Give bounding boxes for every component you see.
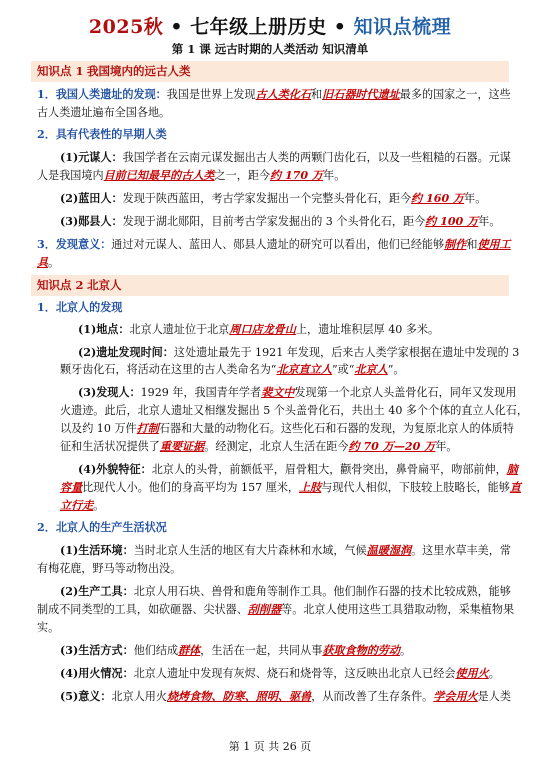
title-bullet: •: [326, 16, 354, 38]
keyword: 旧石器时代遗址: [322, 88, 400, 101]
paragraph-line: 实。: [37, 621, 60, 634]
knowledge-point-number: 知识点 1: [37, 64, 84, 78]
keyword: 使用工: [477, 238, 511, 251]
item-label: (5)意义：: [60, 690, 112, 703]
keyword: 上肢: [299, 481, 322, 494]
keyword: 立行走: [60, 499, 94, 512]
keyword: 脑: [506, 463, 518, 476]
paragraph-line: (2)生产工具：北京人用石块、兽骨和鹿角等制作工具。他们制作石器的技术比较成熟，能够: [60, 585, 511, 598]
keyword: 烧烤食物、防寒、照明、驱兽: [166, 690, 312, 703]
item-label: (3)生活方式：: [60, 644, 134, 657]
paragraph-line: 立行走。: [60, 499, 105, 512]
keyword: 约 170 万: [270, 169, 324, 182]
keyword: 裴文中: [261, 386, 295, 399]
knowledge-point-title: 北京人: [87, 278, 122, 292]
knowledge-point-number: 知识点 2: [37, 278, 84, 292]
item-label: (1)地点：: [78, 323, 130, 336]
paragraph-line: 征和生活状况提供了重要证据。经测定，北京人生活在距今约 70 万—20 万年。: [60, 440, 458, 453]
keyword: 重要证据: [159, 440, 205, 453]
knowledge-point-2-header: [31, 275, 509, 296]
paragraph-line: 人是我国境内目前已知最早的古人类之一，距今约 170 万年。: [37, 169, 346, 182]
keyword: 制作: [444, 238, 467, 251]
paragraph-line: 具。: [37, 256, 60, 269]
item-label: (3)发现人：: [78, 386, 141, 399]
paragraph-line: 1．我国人类遗址的发现：我国是世界上发现古人类化石和旧石器时代遗址最多的国家之一，这些: [37, 88, 511, 101]
paragraph-line: (1)地点：北京人遗址位于北京周口店龙骨山上，遗址堆积层厚 40 多米。: [78, 323, 440, 336]
keyword: 获取食物的劳动: [322, 644, 400, 657]
paragraph-line: (4)外貌特征：北京人的头骨，前额低平，眉骨粗大，颧骨突出，鼻骨扁平，吻部前伸，脑: [78, 463, 518, 476]
section-heading: 1．我国人类遗址的发现：: [37, 88, 167, 101]
keyword: 古人类化石: [255, 88, 312, 101]
paragraph-line: 颗牙齿化石，将活动在这里的古人类命名为“北京直立人”或“北京人”。: [60, 363, 405, 376]
item-label: (2)生产工具：: [60, 585, 134, 598]
keyword: 直: [509, 481, 521, 494]
title-topic: 知识点梳理: [353, 16, 452, 38]
keyword: 容量: [60, 481, 83, 494]
paragraph-line: 以及约 10 万件打制石器和大量的动物化石。这些化石和石器的发现，为复原北京人的体质特: [60, 422, 514, 435]
paragraph-line: (3)发现人：1929 年，我国青年学者裴文中发现第一个北京人头盖骨化石，同年又发现用: [78, 386, 517, 399]
section-heading: 3．发现意义：: [37, 238, 112, 251]
paragraph-line: 制成不同类型的工具，如砍砸器、尖状器、刮削器等。北京人使用这些工具猎取动物，采集植物果: [37, 603, 515, 616]
title-season: 2025秋: [88, 16, 164, 38]
keyword: 具: [37, 256, 49, 269]
knowledge-point-1-header: [31, 61, 509, 82]
keyword: 北京直立人: [276, 363, 332, 376]
paragraph-line: 3．发现意义：通过对元谋人、蓝田人、郧县人遗址的研究可以看出，他们已经能够制作和使用工: [37, 238, 511, 251]
title-bullet: •: [163, 16, 191, 38]
paragraph-line: (4)用火情况：北京人遗址中发现有灰烬、烧石和烧骨等，这反映出北京人已经会使用火。: [60, 667, 500, 680]
lesson-title: 第 1 课 远古时期的人类活动 知识清单: [171, 42, 369, 56]
page-title: [0, 12, 540, 39]
paragraph-line: 有梅花鹿，野马等动物出没。: [37, 562, 182, 575]
paragraph-line: 古人类遗址遍布全国各地。: [37, 106, 171, 119]
item-label: (4)外貌特征：: [78, 463, 152, 476]
keyword: 群体: [178, 644, 201, 657]
keyword: 周口店龙骨山: [229, 323, 296, 336]
keyword: 北京人: [354, 363, 388, 376]
keyword: 打制: [136, 422, 159, 435]
keyword: 学会用火: [433, 690, 478, 703]
section-heading: 2．北京人的生产生活状况: [37, 521, 167, 534]
paragraph-line: 容量比现代人小。他们的身高平均为 157 厘米，上肢与现代人相似，下肢较上肢略长，能够直: [60, 481, 521, 494]
paragraph-line: 火遗迹。此后，北京人遗址又相继发掘出 5 个头盖骨化石，共出土 40 多个个体的直立人化石，: [60, 404, 528, 417]
keyword: 刮削器: [247, 603, 282, 616]
title-subject: 七年级上册历史: [190, 16, 327, 38]
keyword: 约 160 万: [411, 192, 465, 205]
knowledge-point-title: 我国境内的远古人类: [87, 64, 191, 78]
keyword: 约 100 万: [425, 215, 479, 228]
section-heading: 1．北京人的发现: [37, 301, 123, 314]
keyword: 温暖湿润: [366, 544, 412, 557]
paragraph-line: (5)意义：北京人用火烧烤食物、防寒、照明、驱兽，从而改善了生存条件。学会用火是人类: [60, 690, 511, 703]
keyword: 使用火: [455, 667, 489, 680]
item-label: (4)用火情况：: [60, 667, 134, 680]
paragraph-line: (1)元谋人：我国学者在云南元谋发掘出古人类的两颗门齿化石，以及一些粗糙的石器。元谋: [60, 151, 511, 164]
item-label: (1)生活环境：: [60, 544, 134, 557]
item-label: (3)郧县人：: [60, 215, 123, 228]
paragraph-line: (3)生活方式：他们结成群体，生活在一起，共同从事获取食物的劳动。: [60, 644, 412, 657]
paragraph-line: (2)蓝田人：发现于陕西蓝田，考古学家发掘出一个完整头骨化石，距今约 160 万年。: [60, 192, 487, 205]
keyword: 约 70 万—20 万: [348, 440, 436, 453]
item-label: (2)蓝田人：: [60, 192, 123, 205]
keyword: 目前已知最早的古人类: [103, 169, 215, 182]
paragraph-line: (1)生活环境：当时北京人生活的地区有大片森林和水域，气候温暖湿润。这里水草丰美，常: [60, 544, 511, 557]
item-label: (2)遗址发现时间：: [78, 346, 174, 359]
section-heading: 2．具有代表性的早期人类: [37, 128, 167, 141]
page-footer: 第 1 页 共 26 页: [228, 740, 312, 753]
item-label: (1)元谋人：: [60, 151, 123, 164]
paragraph-line: (2)遗址发现时间：这处遗址最先于 1921 年发现，后来古人类学家根据在遗址中发现的 3: [78, 346, 520, 359]
paragraph-line: (3)郧县人：发现于湖北郧阳，目前考古学家发掘出的 3 个头骨化石，距今约 100 万年。: [60, 215, 501, 228]
